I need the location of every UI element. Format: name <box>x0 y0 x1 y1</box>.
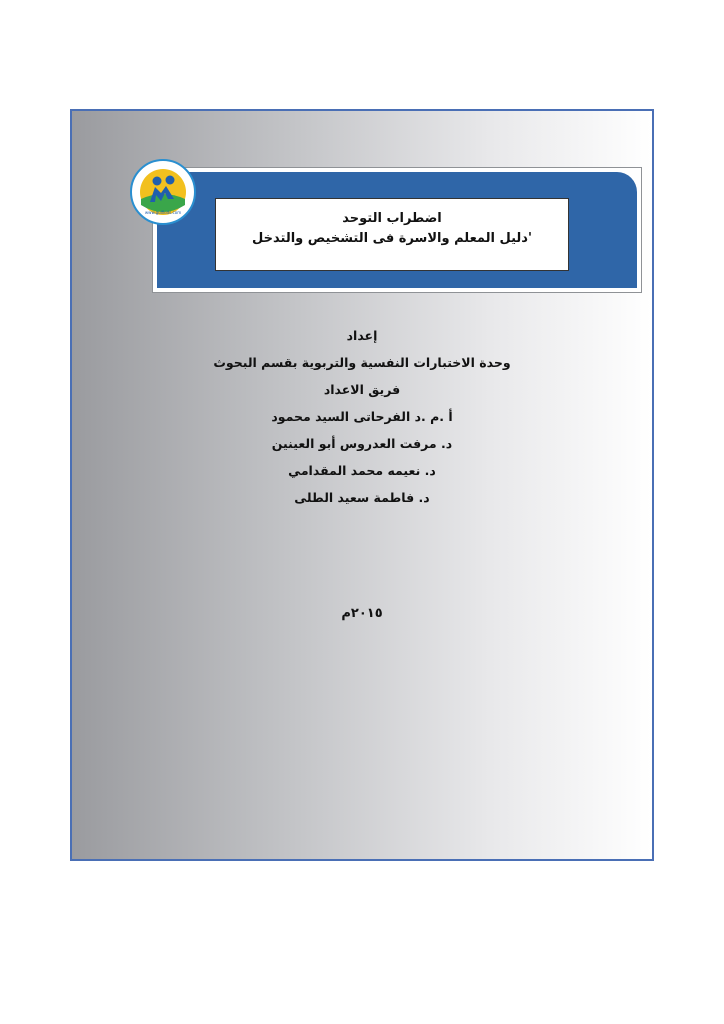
team-member: أ .م .د الفرحاتى السيد محمود <box>271 409 453 424</box>
team-member: د. فاطمة سعيد الطلى <box>294 490 430 505</box>
team-member: د. مرفت العدروس أبو العينين <box>271 436 453 451</box>
organization-logo-icon <box>130 159 196 225</box>
title-panel <box>152 167 642 293</box>
title-box <box>215 198 569 271</box>
credits-block <box>72 322 652 511</box>
document-subtitle: 'دليل المعلم والاسرة فى التشخيص والتدخل <box>252 231 532 246</box>
publication-year: ٢٠١٥م <box>341 606 383 621</box>
team-label: فريق الاعداد <box>323 382 401 397</box>
prepared-by-label: إعداد <box>346 328 378 343</box>
document-title: اضطراب التوحد <box>342 211 442 226</box>
team-member: د. نعيمه محمد المقدامي <box>288 463 436 478</box>
cover-frame <box>70 109 654 861</box>
research-unit: وحدة الاختبارات النفسية والتربوية بقسم البحوث <box>213 355 511 370</box>
svg-text:www.gulfkids.com: www.gulfkids.com <box>144 210 182 215</box>
